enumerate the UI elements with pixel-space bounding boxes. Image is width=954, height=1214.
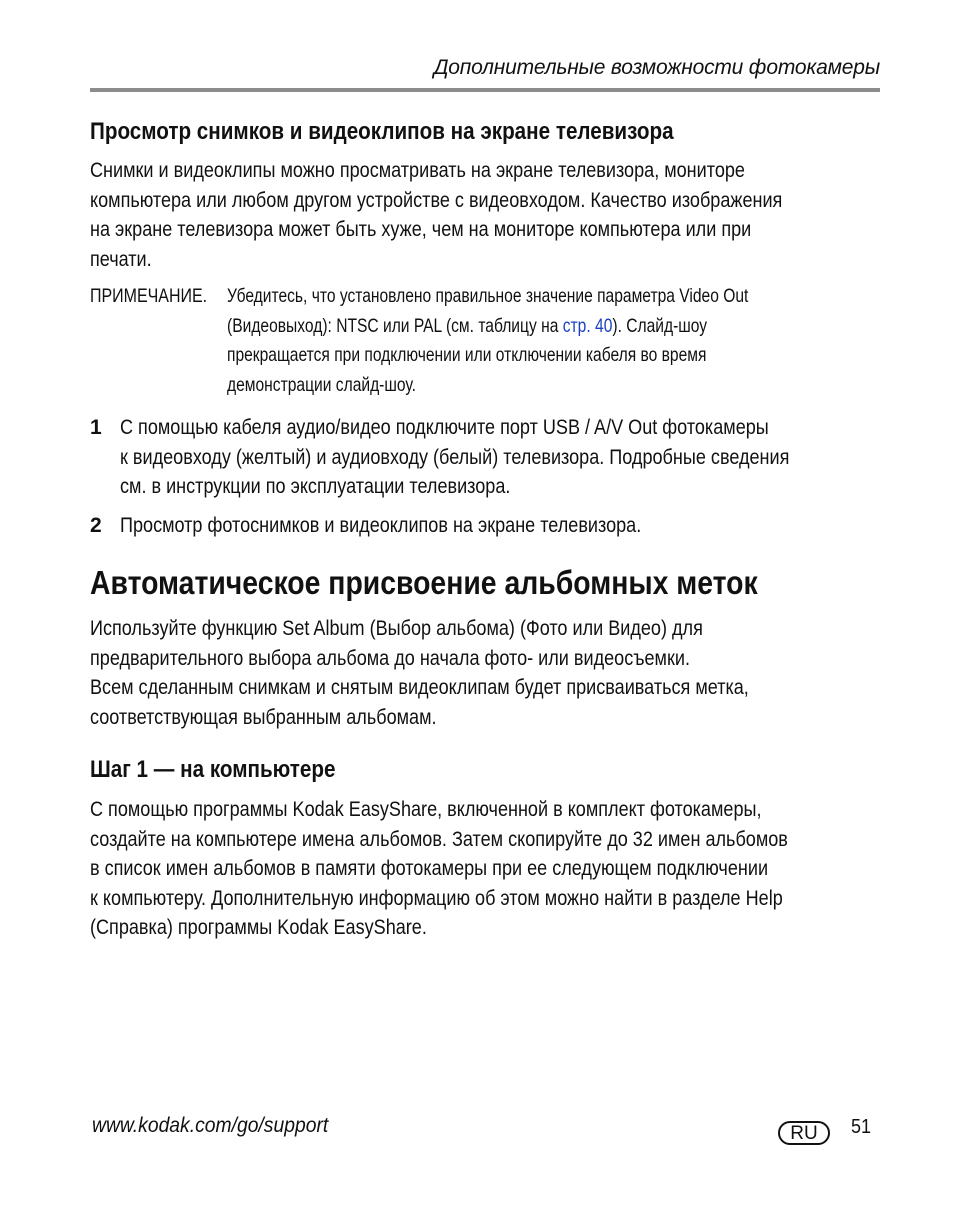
section-heading-step1: Шаг 1 — на компьютере (90, 756, 336, 783)
note-line: демонстрации слайд-шоу. (227, 373, 416, 396)
text-line: к компьютеру. Дополнительную информацию об этом можно найти в разделе Help (90, 886, 783, 910)
step-item (90, 413, 890, 502)
text-line: С помощью программы Kodak EasyShare, включенной в комплект фотокамеры, (90, 798, 762, 821)
section-tv-paragraph (90, 156, 890, 274)
header-rule (90, 88, 880, 92)
text-line: соответствующая выбранным альбомам. (90, 705, 437, 729)
page-number: 51 (851, 1116, 872, 1138)
step-body (120, 413, 890, 502)
note-text: ). Слайд-шоу (612, 314, 708, 337)
step-number: 2 (90, 513, 102, 537)
text-line: Снимки и видеоклипы можно просматривать на экране телевизора, мониторе (90, 159, 745, 182)
section-heading-tv: Просмотр снимков и видеоклипов на экране телевизора (90, 118, 674, 145)
text-line: см. в инструкции по эксплуатации телевизора. (120, 475, 511, 498)
text-line: компьютера или любом другом устройстве с видеовходом. Качество изображения (90, 188, 783, 212)
text-line: создайте на компьютере имена альбомов. Затем скопируйте до 32 имен альбомов (90, 827, 788, 851)
note-text: (Видеовыход): NTSC или PAL (см. таблицу на (227, 314, 563, 337)
page-content (90, 114, 890, 943)
support-url[interactable]: www.kodak.com/go/support (92, 1114, 329, 1137)
text-line: печати. (90, 247, 152, 271)
section-step1-paragraph (90, 795, 890, 943)
language-badge: RU (778, 1121, 830, 1145)
page-40-link[interactable]: стр. 40 (562, 314, 613, 337)
text-line: Просмотр фотоснимков и видеоклипов на экране телевизора. (120, 513, 642, 537)
note-body (227, 282, 890, 400)
text-line: Используйте функцию Set Album (Выбор альбома) (Фото или Видео) для (90, 617, 703, 640)
steps-list (90, 413, 890, 540)
text-line: на экране телевизора может быть хуже, чем на мониторе компьютера или при (90, 218, 752, 241)
text-line: к видеовходу (желтый) и аудиовходу (белый) телевизора. Подробные сведения (120, 445, 790, 469)
running-header: Дополнительные возможности фотокамеры (433, 56, 880, 79)
step-number: 1 (90, 416, 102, 439)
text-line: Всем сделанным снимкам и снятым видеоклипам будет присваиваться метка, (90, 676, 749, 699)
note-block (90, 282, 890, 400)
section-heading-album: Автоматическое присвоение альбомных меток (90, 564, 758, 601)
note-line: Убедитесь, что установлено правильное значение параметра Video Out (227, 285, 749, 307)
text-line: С помощью кабеля аудио/видео подключите порт USB / A/V Out фотокамеры (120, 416, 769, 439)
note-label: ПРИМЕЧАНИЕ. (90, 285, 208, 307)
section-album-paragraph (90, 614, 890, 732)
note-line: прекращается при подключении или отключении кабеля во время (227, 344, 707, 366)
note-line (227, 312, 757, 342)
text-line: предварительного выбора альбома до начала фото- или видеосъемки. (90, 646, 690, 670)
text-line: (Справка) программы Kodak EasyShare. (90, 916, 427, 939)
text-line: в список имен альбомов в памяти фотокамеры при ее следующем подключении (90, 857, 769, 880)
step-item (90, 511, 890, 541)
step-body (120, 511, 890, 541)
